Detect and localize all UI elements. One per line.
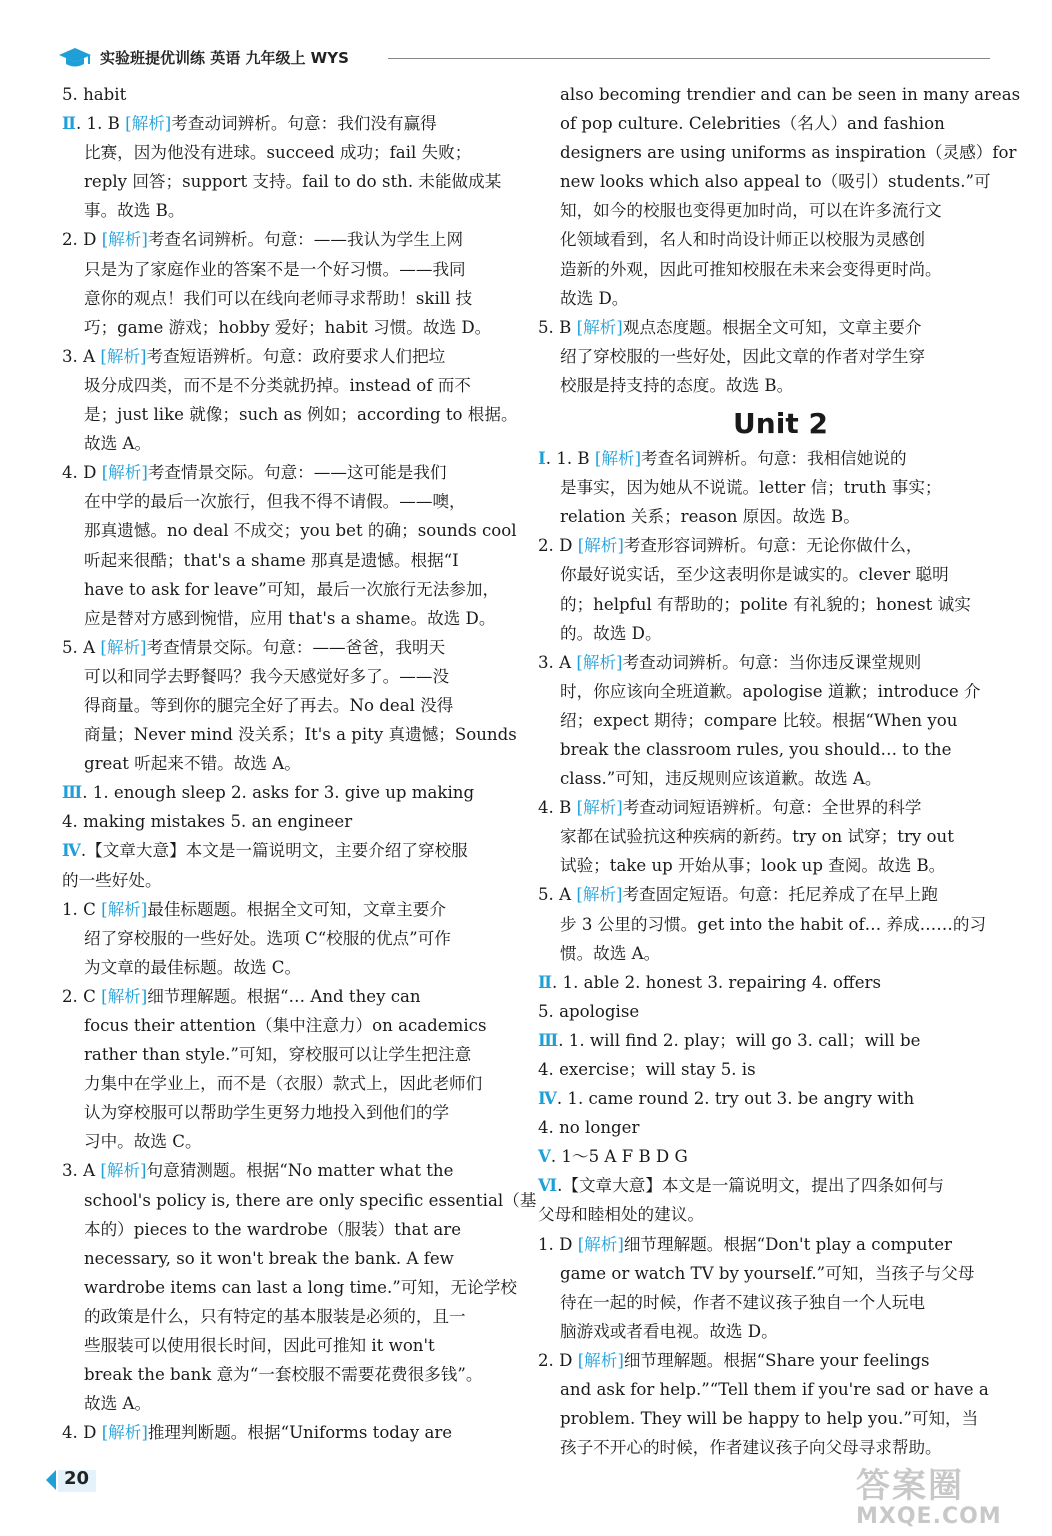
- line-text-after: 考查动词辨析。句意：我们没有赢得: [171, 114, 437, 134]
- line-text: .【文章大意】本文是一篇说明文，提出了四条如何与: [557, 1176, 945, 1196]
- text-line: [62, 1389, 517, 1418]
- line-text: 的。故选 D。: [560, 623, 662, 643]
- text-line: [62, 1418, 517, 1447]
- line-text: 意你的观点！我们可以在线向老师寻求帮助！skill 技: [84, 288, 473, 308]
- line-text: 造新的外观，因此可推知校服在未来会变得更时尚。: [560, 259, 942, 279]
- text-line: [62, 342, 517, 371]
- page-number-badge: [46, 1466, 98, 1494]
- line-text: 5. B: [538, 317, 577, 337]
- line-text: 家都在试验抗这种疾病的新药。try on 试穿；try out: [560, 827, 954, 847]
- line-text-after: 考查短语辨析。句意：政府要求人们把垃: [146, 346, 446, 366]
- text-line: [62, 371, 517, 400]
- line-text: necessary, so it won't break the bank. A few: [84, 1248, 454, 1268]
- tag-bracket-left: [: [577, 1350, 585, 1370]
- text-line: [62, 1011, 517, 1040]
- line-text: 3. A: [62, 1161, 101, 1181]
- text-line: [62, 1098, 517, 1127]
- tag-label: 解析: [107, 986, 141, 1006]
- tag-label: 解析: [108, 463, 142, 483]
- text-line: [62, 1069, 517, 1098]
- tag-bracket-right: ]: [616, 652, 623, 672]
- text-line: [538, 1433, 993, 1462]
- tag-bracket-right: ]: [616, 885, 623, 905]
- text-line: [538, 225, 993, 254]
- line-text: rather than style.”可知，穿校服可以让学生把注意: [84, 1045, 472, 1065]
- text-line: [62, 138, 517, 167]
- text-line: [538, 764, 993, 793]
- tag-bracket-left: [: [594, 449, 602, 469]
- line-text: 3. A: [538, 652, 577, 672]
- text-line: [62, 196, 517, 225]
- text-line: [538, 939, 993, 968]
- line-text-after: 细节理解题。根据“… And they can: [147, 986, 421, 1006]
- line-text: 得商量。等到你的腿完全好了再去。No deal 没得: [84, 695, 454, 715]
- text-line: [62, 1273, 517, 1302]
- line-text: 是事实，因为她从不说谎。letter 信；truth 事实；: [560, 478, 942, 498]
- line-text: 5. apologise: [538, 1001, 640, 1021]
- text-line: [62, 458, 517, 487]
- graduation-cap-icon: [58, 46, 92, 68]
- analysis-tag: [576, 653, 622, 672]
- line-text: 惯。故选 A。: [560, 943, 661, 963]
- analysis-tag: [576, 885, 622, 904]
- text-line: [62, 807, 517, 836]
- text-line: [62, 895, 517, 924]
- line-text-after: 最佳标题题。根据全文可知，文章主要介: [147, 899, 446, 919]
- tag-label: 解析: [582, 885, 617, 905]
- text-line: [62, 633, 517, 662]
- line-text: great 听起来不错。故选 A。: [84, 754, 301, 774]
- section-numeral: Ⅲ: [538, 1029, 559, 1050]
- text-line: [538, 1142, 993, 1171]
- line-text: . 1. able 2. honest 3. repairing 4. offers: [552, 972, 881, 992]
- text-line: [62, 691, 517, 720]
- line-text: 校服是持支持的态度。故选 B。: [560, 375, 794, 395]
- tag-label: 解析: [106, 1161, 141, 1181]
- text-line: [538, 851, 993, 880]
- line-text: 在中学的最后一次旅行，但我不得不请假。——噢，: [84, 492, 466, 512]
- text-line: [62, 778, 517, 807]
- text-line: [62, 1040, 517, 1069]
- text-line: [62, 255, 517, 284]
- line-text: 巧；game 游戏；hobby 爱好；habit 习惯。故选 D。: [84, 317, 492, 337]
- text-line: [538, 706, 993, 735]
- text-line: [538, 910, 993, 939]
- line-text: . 1. came round 2. try out 3. be angry with: [556, 1089, 915, 1109]
- text-line: [538, 1230, 993, 1259]
- text-line: [538, 1317, 993, 1346]
- line-text-after: 细节理解题。根据“Share your feelings: [623, 1350, 930, 1370]
- line-text: 4. D: [62, 463, 102, 483]
- section-numeral: Ⅳ: [62, 840, 81, 861]
- right-column-top: [538, 80, 1021, 400]
- analysis-tag: [102, 1423, 148, 1442]
- line-text-after: 句意猜测题。根据“No matter what the: [146, 1161, 454, 1181]
- text-line: [538, 371, 993, 400]
- text-line: [538, 735, 993, 764]
- line-text: 试验；take up 开始从事；look up 查阅。故选 B。: [560, 856, 946, 876]
- tag-label: 解析: [584, 1350, 618, 1370]
- line-text: 应是替对方感到惋惜，应用 that's a shame。故选 D。: [84, 608, 496, 628]
- tag-bracket-left: [: [101, 986, 108, 1006]
- line-text: new looks which also appeal to（吸引）students.”可: [560, 172, 991, 192]
- text-line: [538, 531, 993, 560]
- line-text: 习中。故选 C。: [84, 1132, 202, 1152]
- tag-bracket-left: [: [101, 899, 108, 919]
- line-text: 绍了穿校服的一些好处。选项 C“校服的优点”可作: [84, 928, 451, 948]
- line-text: 4. B: [538, 798, 577, 818]
- line-text: 为文章的最佳标题。故选 C。: [84, 957, 302, 977]
- text-line: [62, 1186, 537, 1215]
- line-text-after: 考查名词辨析。句意：——我认为学生上网: [147, 230, 464, 250]
- line-text: 商量；Never mind 没关系；It's a pity 真遗憾；Sounds: [84, 725, 517, 745]
- text-line: [538, 793, 993, 822]
- line-text: 4. exercise；will stay 5. is: [538, 1060, 756, 1079]
- line-text: 2. D: [538, 536, 578, 556]
- tag-label: 解析: [584, 536, 618, 556]
- page-number: 20: [64, 1468, 90, 1489]
- text-line: [538, 590, 993, 619]
- tag-label: 解析: [584, 1234, 618, 1254]
- line-text: . 1～5 A F B D G: [550, 1147, 688, 1167]
- tag-bracket-left: [: [577, 1234, 585, 1254]
- analysis-tag: [125, 114, 171, 133]
- watermark-url: MXQE.COM: [856, 1504, 1002, 1529]
- line-text: 3. A: [62, 346, 101, 366]
- header-title: 实验班提优训练 英语 九年级上 WYS: [100, 49, 349, 67]
- line-text: designers are using uniforms as inspiration（灵感）for: [560, 143, 1017, 163]
- tag-bracket-right: ]: [140, 986, 148, 1006]
- text-line: [62, 1302, 517, 1331]
- section-numeral: Ⅴ: [538, 1146, 551, 1167]
- text-line: [538, 1288, 993, 1317]
- section-numeral: Ⅰ: [538, 448, 546, 469]
- text-line: [538, 677, 993, 706]
- text-line: [538, 1259, 993, 1288]
- text-line: [62, 109, 517, 138]
- line-text: . 1. B: [76, 114, 126, 134]
- text-line: [538, 648, 993, 677]
- line-text: 些服装可以使用很长时间，因此可推知 it won't: [84, 1336, 435, 1356]
- analysis-tag: [595, 449, 641, 468]
- line-text: 故选 A。: [84, 1394, 152, 1414]
- line-text: 化领域看到，名人和时尚设计师正以校服为灵感创: [560, 230, 926, 250]
- line-text: 只是为了家庭作业的答案不是一个好习惯。——我同: [84, 259, 466, 279]
- text-line: [62, 720, 517, 749]
- line-text: 1. D: [538, 1234, 578, 1254]
- text-line: [538, 1404, 993, 1433]
- unit-title: Unit 2: [733, 407, 828, 441]
- text-line: [62, 1215, 517, 1244]
- text-line: [538, 80, 1021, 109]
- text-line: [62, 225, 517, 254]
- line-text: 你最好说实话，至少这表明你是诚实的。clever 聪明: [560, 565, 949, 585]
- line-text: reply 回答；support 支持。fail to do sth. 未能做成某: [84, 172, 502, 192]
- analysis-tag: [100, 638, 146, 657]
- right-column-bottom: [538, 444, 993, 1462]
- analysis-tag: [102, 463, 148, 482]
- tag-bracket-right: ]: [140, 899, 148, 919]
- text-line: [62, 546, 517, 575]
- page-header: [58, 44, 990, 74]
- text-line: [62, 866, 517, 895]
- line-text: 步 3 公里的习惯。get into the habit of… 养成……的习: [560, 914, 987, 934]
- text-line: [538, 1113, 993, 1142]
- text-line: [62, 400, 517, 429]
- tag-bracket-left: [: [101, 1423, 109, 1443]
- line-text: 2. C: [62, 986, 102, 1006]
- line-text: 5. habit: [62, 85, 127, 104]
- line-text: 比赛，因为他没有进球。succeed 成功；fail 失败；: [84, 143, 472, 163]
- line-text: .【文章大意】本文是一篇说明文，主要介绍了穿校服: [80, 841, 468, 861]
- tag-label: 解析: [583, 798, 617, 818]
- text-line: [62, 836, 517, 865]
- line-text: 待在一起的时候，作者不建议孩子独自一个人玩电: [560, 1292, 926, 1312]
- line-text: 听起来很酷；that's a shame 那真是遗憾。根据“I: [84, 550, 459, 570]
- line-text-after: 考查名词辨析。句意：我相信她说的: [641, 449, 907, 469]
- text-line: [62, 1244, 517, 1273]
- tag-bracket-left: [: [100, 1161, 107, 1181]
- line-text: 故选 D。: [560, 288, 629, 308]
- analysis-tag: [578, 1235, 624, 1254]
- text-line: [62, 1156, 517, 1185]
- analysis-tag: [577, 798, 623, 817]
- analysis-tag: [102, 230, 148, 249]
- text-line: [62, 604, 517, 633]
- text-line: [538, 342, 993, 371]
- line-text-after: 考查动词辨析。句意：当你违反课堂规则: [622, 652, 922, 672]
- analysis-tag: [100, 1161, 146, 1180]
- right-column: [538, 80, 1021, 1462]
- tag-label: 解析: [108, 1423, 142, 1443]
- text-line: [538, 968, 993, 997]
- tag-bracket-right: ]: [141, 463, 148, 483]
- text-line: [538, 560, 993, 589]
- header-rule: [388, 58, 990, 59]
- line-text-after: 观点态度题。根据全文可知，文章主要介: [622, 317, 922, 337]
- text-line: [538, 313, 993, 342]
- text-line: [62, 429, 517, 458]
- line-text-after: 考查情景交际。句意：——这可能是我们: [147, 463, 447, 483]
- line-text: relation 关系；reason 原因。故选 B。: [560, 507, 860, 527]
- line-text: 的政策是什么，只有特定的基本服装是必须的，且一: [84, 1306, 466, 1326]
- line-text: break the classroom rules, you should… to the: [560, 739, 952, 759]
- text-line: [538, 1346, 993, 1375]
- text-line: [62, 662, 517, 691]
- line-text-after: 考查情景交际。句意：——爸爸，我明天: [146, 637, 446, 657]
- line-text: . 1. enough sleep 2. asks for 3. give up making: [82, 783, 475, 803]
- tag-bracket-right: ]: [616, 317, 623, 337]
- text-line: [62, 80, 517, 109]
- tag-bracket-left: [: [577, 536, 585, 556]
- line-text: 的；helpful 有帮助的；polite 有礼貌的；honest 诚实: [560, 594, 971, 614]
- tag-bracket-right: ]: [140, 637, 147, 657]
- line-text: 知，如今的校服也变得更加时尚，可以在许多流行文: [560, 201, 942, 221]
- section-numeral: Ⅳ: [538, 1088, 557, 1109]
- text-line: [62, 924, 517, 953]
- line-text: of pop culture. Celebrities（名人）and fashion: [560, 114, 945, 134]
- line-text: 2. D: [62, 230, 102, 250]
- line-text: also becoming trendier and can be seen in many areas: [560, 85, 1021, 104]
- tag-label: 解析: [106, 346, 141, 366]
- line-text: break the bank 意为“一套校服不需要花费很多钱”。: [84, 1365, 483, 1385]
- text-line: [538, 822, 993, 851]
- line-text: problem. They will be happy to help you.”可知，当: [560, 1409, 979, 1429]
- line-text: 4. D: [62, 1423, 102, 1443]
- tag-bracket-left: [: [576, 652, 583, 672]
- line-text: class.”可知，违反规则应该道歉。故选 A。: [560, 769, 882, 789]
- line-text: 力集中在学业上，而不是（衣服）款式上，因此老师们: [84, 1074, 483, 1094]
- text-line: [538, 473, 993, 502]
- text-line: [538, 1200, 993, 1229]
- text-line: [62, 749, 517, 778]
- text-line: [538, 167, 993, 196]
- tag-label: 解析: [107, 899, 141, 919]
- line-text: 本的）pieces to the wardrobe（服装）that are: [84, 1219, 462, 1239]
- text-line: [538, 1084, 993, 1113]
- tag-bracket-right: ]: [617, 1234, 624, 1254]
- tag-bracket-left: [: [576, 885, 583, 905]
- tag-bracket-left: [: [100, 346, 107, 366]
- text-line: [62, 1127, 517, 1156]
- line-text: 那真遗憾。no deal 不成交；you bet 的确；sounds cool: [84, 521, 517, 541]
- section-numeral: Ⅱ: [62, 113, 76, 134]
- tag-bracket-left: [: [576, 317, 584, 337]
- tag-bracket-right: ]: [617, 1350, 624, 1370]
- tag-label: 解析: [583, 317, 617, 337]
- line-text: 孩子不开心的时候，作者建议孩子向父母寻求帮助。: [560, 1438, 942, 1458]
- text-line: [538, 196, 993, 225]
- text-line: [62, 953, 517, 982]
- line-text: 绍；expect 期待；compare 比较。根据“When you: [560, 710, 958, 730]
- text-line: [62, 516, 517, 545]
- text-line: [62, 1360, 517, 1389]
- line-text-after: 推理判断题。根据“Uniforms today are: [147, 1423, 453, 1443]
- text-line: [538, 284, 993, 313]
- tag-bracket-left: [: [101, 463, 109, 483]
- text-line: [538, 1026, 993, 1055]
- line-text: 5. A: [538, 885, 577, 905]
- text-line: [62, 982, 517, 1011]
- line-text-after: 考查形容词辨析。句意：无论你做什么，: [623, 536, 923, 556]
- tag-label: 解析: [582, 652, 617, 672]
- line-text-after: 考查固定短语。句意：托尼养成了在早上跑: [622, 885, 938, 905]
- tag-bracket-right: ]: [164, 114, 172, 134]
- line-text: 是；just like 就像；such as 例如；according to 根据。: [84, 405, 518, 425]
- text-line: [538, 619, 993, 648]
- tag-bracket-left: [: [576, 798, 584, 818]
- text-line: [62, 1331, 517, 1360]
- line-text: 的一些好处。: [62, 870, 162, 890]
- tag-bracket-right: ]: [140, 346, 147, 366]
- text-line: [538, 255, 993, 284]
- text-line: [538, 1375, 993, 1404]
- line-text: 认为穿校服可以帮助学生更努力地投入到他们的学: [84, 1103, 450, 1123]
- line-text-after: 考查动词短语辨析。句意：全世界的科学: [622, 798, 922, 818]
- analysis-tag: [100, 347, 146, 366]
- watermark-text: 答案圈: [856, 1466, 964, 1506]
- line-text: 2. D: [538, 1350, 578, 1370]
- section-numeral: Ⅲ: [62, 782, 83, 803]
- line-text: 5. A: [62, 637, 101, 657]
- text-line: [538, 109, 993, 138]
- tag-bracket-left: [: [125, 114, 132, 134]
- line-text: school's policy is, there are only specific essential（基: [84, 1190, 537, 1210]
- tag-bracket-right: ]: [141, 1423, 148, 1443]
- line-text: 可以和同学去野餐吗？我今天感觉好多了。——没: [84, 666, 450, 686]
- line-text: 父母和睦相处的建议。: [538, 1205, 704, 1225]
- line-text: . 1. will find 2. play；will go 3. call；will be: [558, 1030, 921, 1050]
- section-numeral: Ⅵ: [538, 1175, 558, 1196]
- tag-bracket-right: ]: [634, 449, 642, 469]
- text-line: [62, 313, 517, 342]
- tag-label: 解析: [601, 449, 635, 469]
- tag-bracket-right: ]: [617, 536, 624, 556]
- text-line: [62, 284, 517, 313]
- left-column: [62, 80, 537, 1447]
- line-text: and ask for help.”“Tell them if you're sad or have a: [560, 1380, 989, 1400]
- section-numeral: Ⅱ: [538, 971, 552, 992]
- line-text: 4. making mistakes 5. an engineer: [62, 812, 353, 832]
- tag-label: 解析: [131, 114, 165, 134]
- text-line: [538, 138, 1017, 167]
- line-text: have to ask for leave”可知，最后一次旅行无法参加，: [84, 579, 500, 599]
- line-text: focus their attention（集中注意力）on academics: [84, 1016, 487, 1035]
- line-text: 绍了穿校服的一些好处，因此文章的作者对学生穿: [560, 346, 926, 366]
- text-line: [538, 502, 993, 531]
- line-text: 时，你应该向全班道歉。apologise 道歉；introduce 介: [560, 681, 981, 701]
- line-text: 事。故选 B。: [84, 201, 185, 221]
- text-line: [538, 1171, 993, 1200]
- line-text: 圾分成四类，而不是不分类就扔掉。instead of 而不: [84, 375, 471, 395]
- tag-label: 解析: [106, 637, 141, 657]
- analysis-tag: [578, 1351, 624, 1370]
- line-text-after: 细节理解题。根据“Don't play a computer: [623, 1234, 952, 1254]
- tag-label: 解析: [108, 230, 142, 250]
- tag-bracket-right: ]: [141, 230, 148, 250]
- analysis-tag: [101, 900, 147, 919]
- line-text: 1. C: [62, 899, 102, 919]
- tag-bracket-right: ]: [616, 798, 623, 818]
- line-text: wardrobe items can last a long time.”可知，无论学校: [84, 1277, 517, 1297]
- text-line: [62, 167, 517, 196]
- text-line: [538, 997, 993, 1026]
- line-text: 4. no longer: [538, 1118, 640, 1138]
- text-line: [538, 880, 993, 909]
- line-text: 脑游戏或者看电视。故选 D。: [560, 1321, 778, 1341]
- tag-bracket-left: [: [101, 230, 109, 250]
- analysis-tag: [101, 987, 147, 1006]
- text-line: [62, 575, 517, 604]
- tag-bracket-right: ]: [140, 1161, 147, 1181]
- text-line: [538, 444, 993, 473]
- text-line: [62, 487, 517, 516]
- text-line: [538, 1055, 993, 1084]
- line-text: game or watch TV by yourself.”可知，当孩子与父母: [560, 1263, 975, 1283]
- analysis-tag: [578, 536, 624, 555]
- analysis-tag: [577, 318, 623, 337]
- tag-bracket-left: [: [100, 637, 107, 657]
- watermark: [856, 1468, 1002, 1529]
- line-text: . 1. B: [545, 449, 595, 469]
- line-text: 故选 A。: [84, 434, 152, 454]
